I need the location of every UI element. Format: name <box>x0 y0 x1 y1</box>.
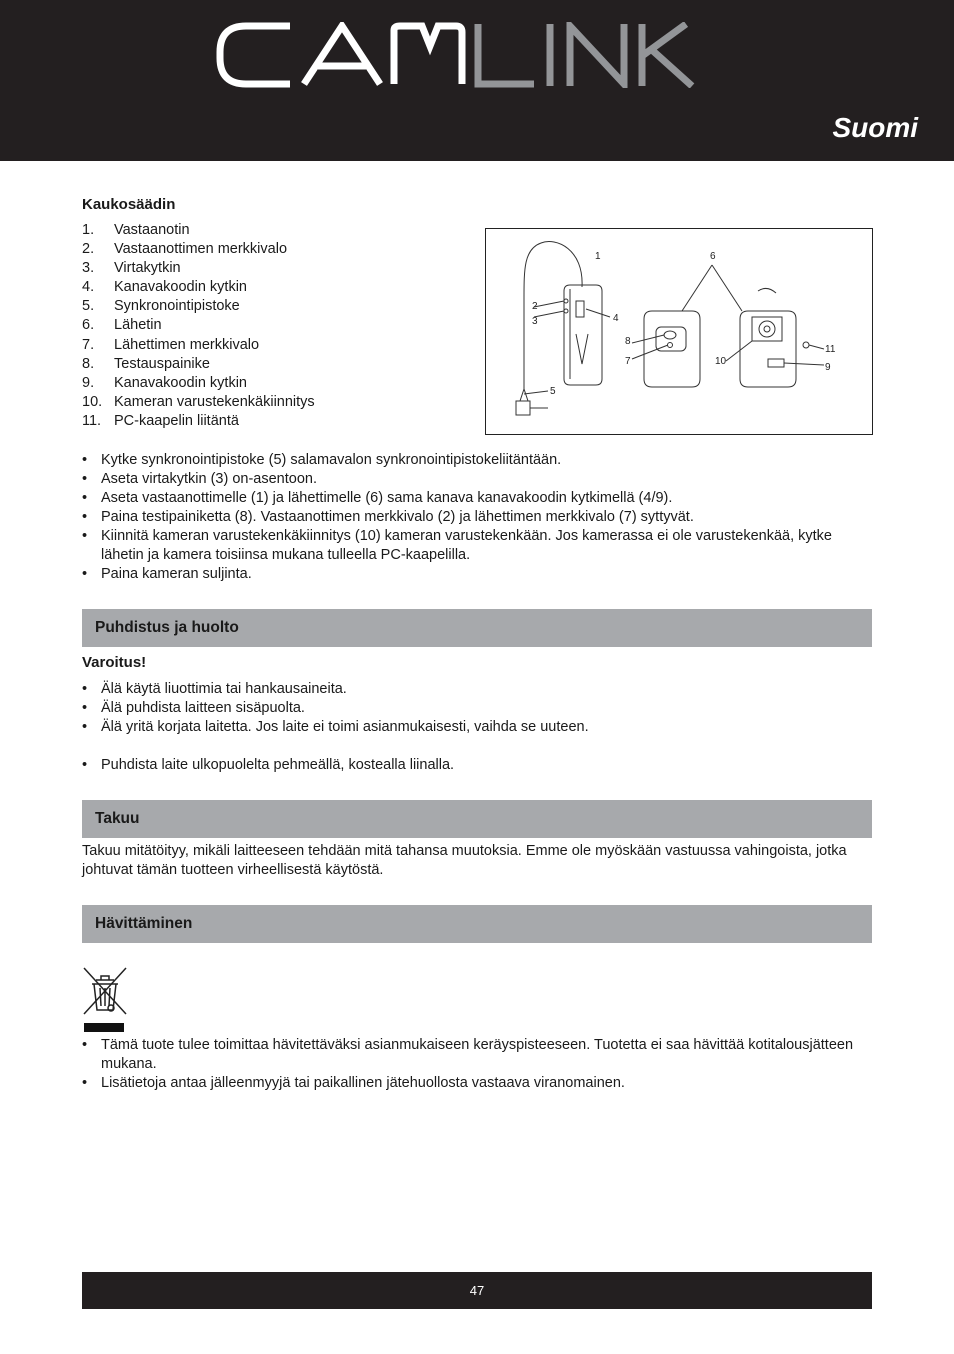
list-item: • Älä yritä korjata laitetta. Jos laite ei toimi asianmukaisesti, vaihda se uuteen. <box>82 718 872 737</box>
callout-11: 11 <box>825 344 836 355</box>
list-item: • Paina testipainiketta (8). Vastaanottimen merkkivalo (2) ja lähettimen merkkivalo (7) syttyvät. <box>82 508 872 527</box>
list-item: 6. Lähetin <box>82 317 162 334</box>
list-item: 2. Vastaanottimen merkkivalo <box>82 241 288 258</box>
list-item: 7. Lähettimen merkkivalo <box>82 336 260 353</box>
section-title: Puhdistus ja huolto <box>95 619 239 636</box>
callout-6: 6 <box>710 251 716 262</box>
list-item: • Tämä tuote tulee toimittaa hävitettäväksi asianmukaiseen keräyspisteeseen. Tuotetta ei saa hävittää kotitalousjätteen mukana. <box>82 1036 872 1074</box>
callout-7: 7 <box>625 356 631 367</box>
callout-2: 2 <box>532 301 538 312</box>
callout-10: 10 <box>715 356 727 367</box>
list-item: 8. Testauspainike <box>82 355 210 372</box>
section-band-warranty <box>82 800 872 838</box>
parts-list <box>82 221 315 431</box>
page-number: 47 <box>469 1283 485 1298</box>
list-item: • Aseta vastaanottimelle (1) ja lähettimelle (6) sama kanava kanavakoodin kytkimellä (4/9). <box>82 489 872 508</box>
list-item: • Kytke synkronointipistoke (5) salamavalon synkronointipistokeliitäntään. <box>82 451 872 470</box>
list-item: 9. Kanavakoodin kytkin <box>82 374 247 391</box>
instructions-list <box>82 451 872 584</box>
list-item: • Paina kameran suljinta. <box>82 565 872 584</box>
cleaning-tip-list <box>82 756 872 775</box>
callout-3: 3 <box>532 316 538 327</box>
camlink-logo <box>216 22 738 88</box>
callout-4: 4 <box>613 313 619 324</box>
list-item: 4. Kanavakoodin kytkin <box>82 279 247 296</box>
remote-heading: Kaukosäädin <box>82 196 176 213</box>
section-title: Hävittäminen <box>95 915 193 932</box>
section-title: Takuu <box>95 810 140 827</box>
list-item: • Aseta virtakytkin (3) on-asentoon. <box>82 470 872 489</box>
list-item: • Lisätietoja antaa jälleenmyyjä tai paikallinen jätehuollosta vastaava viranomainen. <box>82 1074 872 1093</box>
callout-8: 8 <box>625 336 631 347</box>
weee-bin-icon <box>82 966 128 1034</box>
section-band-disposal <box>82 905 872 943</box>
list-item: 5. Synkronointipistoke <box>82 298 240 315</box>
list-item: 3. Virtakytkin <box>82 260 181 277</box>
callout-1: 1 <box>595 251 601 262</box>
list-item: 1. Vastaanotin <box>82 222 190 238</box>
list-item: • Älä puhdista laitteen sisäpuolta. <box>82 699 872 718</box>
section-band-cleaning <box>82 609 872 647</box>
list-item: • Älä käytä liuottimia tai hankausaineita. <box>82 680 872 699</box>
list-item: • Kiinnitä kameran varustekenkäkiinnitys (10) kameran varustekenkään. Jos kamerassa ei ole varustekenkää, kytke lähetin ja kamera toisiinsa mukana tulleella PC-kaapelilla. <box>82 527 872 565</box>
device-diagram <box>485 228 873 435</box>
language-label: Suomi <box>832 112 918 143</box>
callout-9: 9 <box>825 362 831 373</box>
warranty-text: Takuu mitätöityy, mikäli laitteeseen tehdään mitä tahansa muutoksia. Emme ole myöskään vastuussa vahingoista, jotka johtuvat tämän tuotteen virheellisestä käytöstä. <box>82 843 847 878</box>
page-footer <box>82 1272 872 1309</box>
list-item: 11. PC-kaapelin liitäntä <box>82 412 239 429</box>
disposal-list <box>82 1036 872 1093</box>
device-illustration <box>486 229 872 434</box>
warning-heading: Varoitus! <box>82 654 147 671</box>
page-header <box>0 0 954 161</box>
callout-5: 5 <box>550 386 556 397</box>
list-item: 10. Kameran varustekenkäkiinnitys <box>82 393 315 410</box>
list-item: • Puhdista laite ulkopuolelta pehmeällä, kostealla liinalla. <box>82 756 872 775</box>
warnings-list <box>82 680 872 737</box>
